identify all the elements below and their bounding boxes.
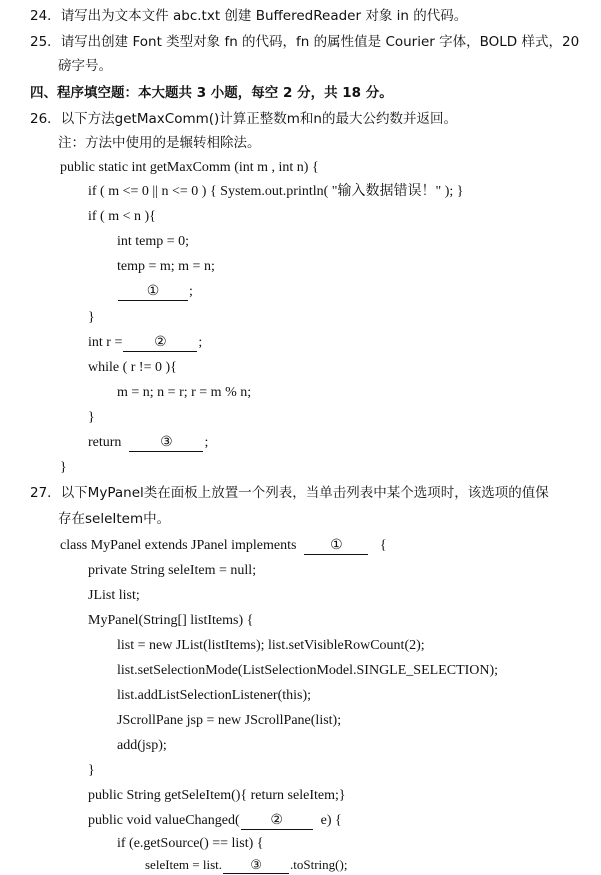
code-line: class MyPanel extends JPanel implements ① { bbox=[60, 538, 387, 553]
blank-26-1[interactable]: ① bbox=[118, 284, 188, 301]
question-text: 请写出创建 Font 类型对象 fn 的代码，fn 的属性值是 Courier 字体，BOLD 样式，20 bbox=[60, 34, 580, 50]
code-line: } bbox=[88, 310, 95, 325]
question-number: 26． bbox=[30, 111, 61, 127]
question-text: 请写出为文本文件 abc.txt 创建 BufferedReader 对象 in 的代码。 bbox=[60, 8, 468, 24]
blank-27-3[interactable]: ③ bbox=[223, 857, 289, 874]
blank-27-2[interactable]: ② bbox=[241, 813, 313, 830]
code-line: seleItem = list. ③ .toString(); bbox=[145, 857, 348, 872]
blank-26-2[interactable]: ② bbox=[123, 335, 197, 352]
code-line: } bbox=[88, 410, 95, 425]
code-line: public static int getMaxComm (int m , int n) { bbox=[60, 160, 319, 175]
question-26-note: 注：方法中使用的是辗转相除法。 bbox=[58, 135, 261, 151]
blank-26-3[interactable]: ③ bbox=[129, 435, 203, 452]
code-line: list.addListSelectionListener(this); bbox=[117, 688, 312, 703]
code-line: int r = ② ; bbox=[88, 335, 203, 350]
code-line: m = n; n = r; r = m % n; bbox=[117, 385, 252, 400]
question-number: 27． bbox=[30, 485, 61, 501]
code-line: return ③ ; bbox=[88, 435, 209, 450]
blank-27-1[interactable]: ① bbox=[304, 538, 368, 555]
question-27-line1 bbox=[30, 484, 549, 502]
code-line: JScrollPane jsp = new JScrollPane(list); bbox=[117, 713, 342, 728]
code-line: list = new JList(listItems); list.setVisibleRowCount(2); bbox=[117, 638, 425, 653]
code-line: } bbox=[88, 763, 95, 778]
question-text: 以下MyPanel类在面板上放置一个列表，当单击列表中某个选项时，该选项的值保 bbox=[60, 485, 549, 501]
code-line: temp = m; m = n; bbox=[117, 259, 215, 274]
code-line: MyPanel(String[] listItems) { bbox=[88, 613, 254, 628]
code-line: list.setSelectionMode(ListSelectionModel.SINGLE_SELECTION); bbox=[117, 663, 499, 678]
question-number: 25． bbox=[30, 34, 61, 50]
code-line: while ( r != 0 ){ bbox=[88, 360, 177, 375]
question-26 bbox=[30, 110, 457, 128]
code-line: if ( m < n ){ bbox=[88, 209, 156, 224]
code-line: } bbox=[60, 460, 67, 475]
code-line: JList list; bbox=[88, 588, 140, 603]
code-line: if (e.getSource() == list) { bbox=[117, 836, 264, 851]
code-line: if ( m <= 0 || n <= 0 ) { System.out.println( "输入数据错误！" ); } bbox=[88, 184, 464, 199]
section-4-heading: 四、程序填空题：本大题共 3 小题，每空 2 分，共 18 分。 bbox=[30, 85, 393, 101]
code-line: int temp = 0; bbox=[117, 234, 190, 249]
code-line: add(jsp); bbox=[117, 738, 167, 753]
code-line: ① ; bbox=[117, 283, 193, 301]
question-text: 以下方法getMaxComm()计算正整数m和n的最大公约数并返回。 bbox=[60, 111, 457, 127]
code-line: public String getSeleItem(){ return seleItem;} bbox=[88, 788, 346, 803]
code-line: private String seleItem = null; bbox=[88, 563, 257, 578]
question-27-line2: 存在seleItem中。 bbox=[58, 511, 171, 527]
question-25-line2: 磅字号。 bbox=[58, 58, 112, 74]
question-25-line1 bbox=[30, 33, 579, 51]
question-number: 24． bbox=[30, 8, 61, 24]
code-line: public void valueChanged( ② e) { bbox=[88, 813, 342, 828]
question-24 bbox=[30, 7, 467, 25]
